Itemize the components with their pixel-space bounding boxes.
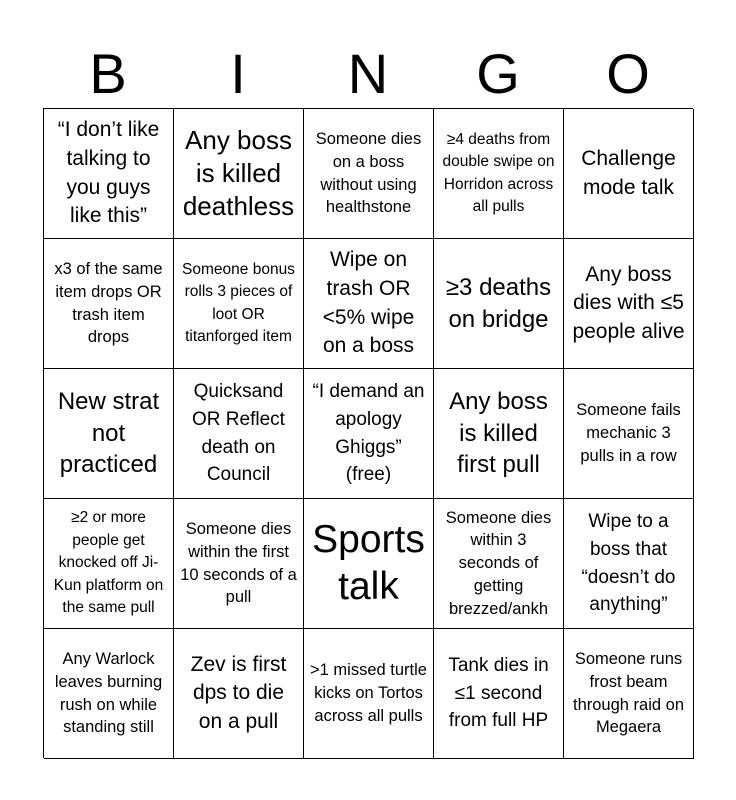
bingo-cell[interactable] — [174, 499, 304, 629]
bingo-cell[interactable] — [304, 109, 434, 239]
bingo-cell[interactable] — [434, 369, 564, 499]
bingo-cell[interactable] — [44, 369, 174, 499]
header-letter-i: I — [230, 42, 246, 105]
bingo-cell[interactable] — [44, 239, 174, 369]
bingo-cell-text: Sports talk — [312, 518, 425, 608]
bingo-cell-text: Challenge mode talk — [581, 146, 676, 199]
bingo-cell-text: Any boss is killed deathless — [182, 124, 295, 222]
bingo-cell-text: Tank dies in ≤1 second from full HP — [448, 655, 549, 732]
bingo-cell-text: Zev is first dps to die on a pull — [190, 652, 287, 733]
bingo-cell[interactable] — [434, 629, 564, 759]
bingo-cell-text: ≥4 deaths from double swipe on Horridon across all pulls — [442, 130, 555, 215]
bingo-cell[interactable] — [564, 499, 694, 629]
bingo-cell-text: Wipe to a boss that “doesn’t do anything” — [581, 511, 676, 616]
bingo-cell[interactable] — [434, 499, 564, 629]
bingo-cell[interactable] — [304, 629, 434, 759]
bingo-cell-text: Someone runs frost beam through raid on Megaera — [573, 649, 684, 737]
bingo-cell-free-space[interactable] — [304, 499, 434, 629]
bingo-cell[interactable] — [304, 369, 434, 499]
bingo-cell-text: ≥2 or more people get knocked off Ji-Kun platform on the same pull — [53, 509, 164, 617]
bingo-cell[interactable] — [174, 239, 304, 369]
bingo-cell[interactable] — [44, 499, 174, 629]
bingo-cell-text: New strat not practiced — [57, 387, 160, 479]
bingo-cell[interactable] — [564, 239, 694, 369]
bingo-cell-text: Someone dies on a boss without using healthstone — [315, 129, 422, 217]
bingo-cell-text: Any boss is killed first pull — [449, 387, 548, 479]
bingo-cell[interactable] — [44, 109, 174, 239]
bingo-header — [43, 40, 693, 108]
header-letter-g: G — [476, 42, 520, 105]
bingo-cell-text: Any Warlock leaves burning rush on while standing still — [54, 649, 163, 737]
bingo-cell-text: Someone dies within the first 10 seconds of a pull — [180, 519, 297, 607]
bingo-cell-text: “I demand an apology Ghiggs” (free) — [312, 381, 425, 486]
bingo-cell-text: Any boss dies with ≤5 people alive — [572, 262, 685, 343]
bingo-cell[interactable] — [174, 369, 304, 499]
bingo-cell-text: Wipe on trash OR <5% wipe on a boss — [322, 248, 415, 358]
bingo-cell-text: ≥3 deaths on bridge — [445, 273, 552, 333]
bingo-cell-text: Someone bonus rolls 3 pieces of loot OR titanforged item — [182, 260, 295, 345]
bingo-cell-text: x3 of the same item drops OR trash item drops — [54, 259, 163, 347]
bingo-cell-text: >1 missed turtle kicks on Tortos across all pulls — [310, 661, 427, 725]
bingo-cell-text: Someone dies within 3 seconds of getting brezzed/ankh — [445, 508, 552, 618]
bingo-cell[interactable] — [174, 109, 304, 239]
bingo-cell[interactable] — [564, 369, 694, 499]
bingo-board — [43, 108, 693, 758]
header-letter-n: N — [347, 42, 389, 105]
bingo-cell-text: Someone fails mechanic 3 pulls in a row — [576, 401, 681, 465]
header-letter-b: B — [89, 42, 127, 105]
bingo-cell[interactable] — [304, 239, 434, 369]
bingo-cell[interactable] — [174, 629, 304, 759]
bingo-cell[interactable] — [434, 109, 564, 239]
bingo-cell[interactable] — [564, 109, 694, 239]
bingo-cell[interactable] — [44, 629, 174, 759]
bingo-cell[interactable] — [434, 239, 564, 369]
bingo-cell[interactable] — [564, 629, 694, 759]
bingo-cell-text: Quicksand OR Reflect death on Council — [192, 381, 285, 486]
header-letter-o: O — [606, 42, 650, 105]
bingo-cell-text: “I don’t like talking to you guys like this” — [57, 118, 160, 228]
